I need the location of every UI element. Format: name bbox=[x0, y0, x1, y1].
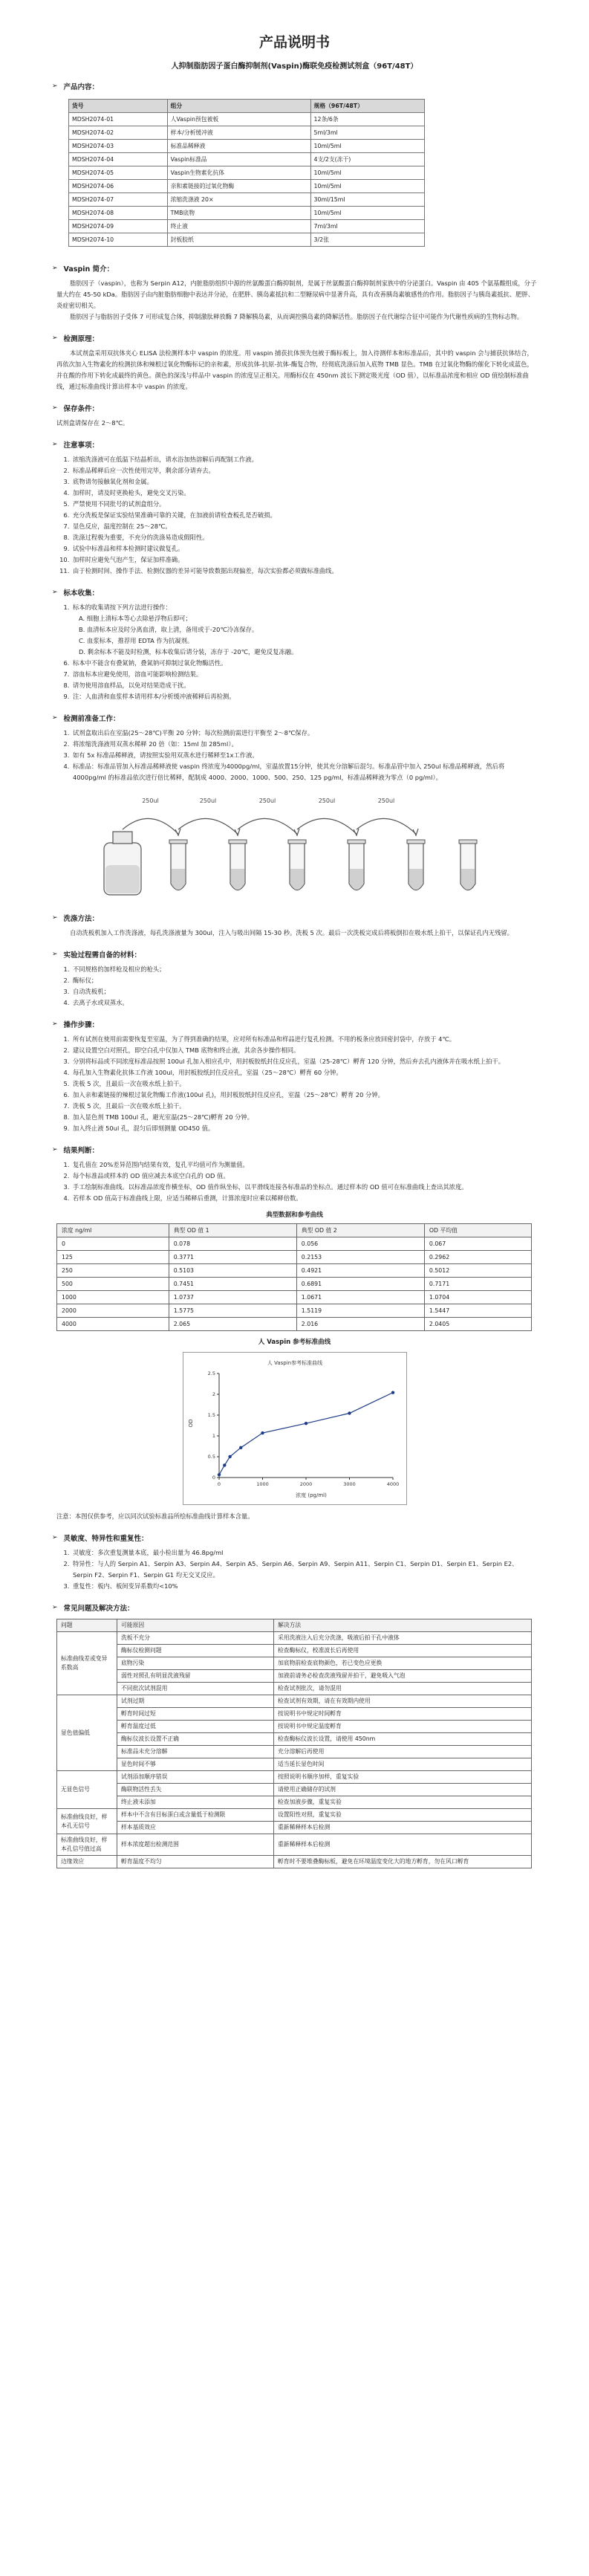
cause-cell: 试剂添加顺序错误 bbox=[117, 1771, 274, 1784]
table-row bbox=[57, 1695, 532, 1708]
solution-cell: 孵育时不要堆叠酶标板，避免在环境温度变化大的地方孵育，勿在风口孵育 bbox=[274, 1856, 532, 1868]
table-row bbox=[69, 233, 425, 247]
prep-list bbox=[52, 728, 537, 783]
table-cell: 12条/6条 bbox=[310, 113, 424, 126]
dilution-tube bbox=[169, 840, 187, 890]
intro-paragraph-2: 脂肪因子与脂肪因子受体 7 可形成复合体，抑制激肽释放酶 7 降解胰岛素，从而调控胰岛素的降解活性。脂肪因子在代谢综合征中可能作为代谢性疾病的生物标志物。 bbox=[70, 313, 524, 320]
dilution-tube bbox=[288, 840, 306, 890]
solution-cell: 加底物前检查底物颜色，若已变色应更换 bbox=[274, 1657, 532, 1670]
kit-table-body bbox=[69, 113, 425, 247]
table-cell: MDSH2074-01 bbox=[69, 113, 168, 126]
table-row bbox=[57, 1657, 532, 1670]
notice-list bbox=[52, 454, 537, 577]
section-prep: ➢ 检测前准备工作： bbox=[52, 714, 120, 723]
dilution-arrow bbox=[357, 818, 416, 834]
chart-x-tick-label: 0 bbox=[217, 1481, 221, 1487]
table-header: 可能原因 bbox=[117, 1619, 274, 1632]
sample-item: 7. 溶血标本应避免使用，溶血可能影响检测结果。 bbox=[71, 669, 537, 680]
table-cell: 1.5447 bbox=[424, 1304, 531, 1318]
dilution-tube bbox=[459, 840, 477, 890]
prep-item: 1. 试剂盒取出后在室温(25～28℃)平衡 20 分钟；每次检测前需进行平衡至 2～8℃保存。 bbox=[71, 728, 537, 739]
chart-data-point bbox=[391, 1391, 394, 1394]
chart-y-tick-label: 0 bbox=[212, 1475, 215, 1480]
sensitivity-item: 3. 重复性：板内、板间变异系数均<10% bbox=[71, 1581, 537, 1592]
prep-item: 2. 将浓缩洗涤液用双蒸水稀释 20 倍（如：15ml 加 285ml）。 bbox=[71, 739, 537, 750]
dilution-tubes bbox=[169, 840, 477, 890]
table-row bbox=[69, 126, 425, 140]
table-row bbox=[69, 220, 425, 233]
dilution-arrows bbox=[123, 818, 418, 835]
table-row bbox=[69, 180, 425, 193]
table-row bbox=[57, 1758, 532, 1771]
section-result: ➢ 结果判断： bbox=[52, 1146, 100, 1155]
cause-cell: 酶标仪检测问题 bbox=[117, 1645, 274, 1657]
stock-bottle bbox=[104, 832, 141, 895]
arrow-bullet-icon: ➢ bbox=[52, 1534, 58, 1541]
chart-x-tick-label: 3000 bbox=[342, 1481, 356, 1487]
table-cell: 0.4921 bbox=[296, 1264, 424, 1278]
solution-cell: 重新稀释样本后检测 bbox=[274, 1822, 532, 1834]
step-item: 3. 分别将标品或不同浓度标准品按照 100ul 孔加入相应孔中，用封板胶纸封住反应孔，室温（25-28℃）孵育 120 分钟，然后弃去孔内液体并在吸水纸上拍干。 bbox=[71, 1056, 537, 1067]
troubleshooting-table bbox=[56, 1619, 532, 1868]
arrow-bullet-icon: ➢ bbox=[52, 589, 58, 596]
table-row bbox=[57, 1733, 532, 1746]
problem-cell: 标准曲线良好，样本孔无信号 bbox=[57, 1809, 117, 1834]
section-trouble: ➢ 常见问题及解决方法： bbox=[52, 1604, 134, 1613]
table-row bbox=[57, 1708, 532, 1721]
table-cell: 2.016 bbox=[296, 1318, 424, 1331]
std-table-caption: 典型数据和参考曲线 bbox=[266, 1211, 323, 1219]
problem-cell: 标准曲线差或变异系数高 bbox=[57, 1632, 117, 1695]
problem-cell: 标准曲线良好，样本孔信号值过高 bbox=[57, 1834, 117, 1856]
table-row bbox=[57, 1304, 532, 1318]
wash-paragraph: 自动洗板机加入工作洗涤液，每孔洗涤液量为 300ul，注入与吸出间隔 15-30 秒。洗板 5 次。最后一次洗板完成后将板倒扣在吸水纸上拍干，以保证孔内无残留。 bbox=[70, 929, 513, 936]
solution-cell: 加液前请务必检查洗液残留并拍干，避免吸入气泡 bbox=[274, 1670, 532, 1683]
cause-cell: 样本浓度超出检测范围 bbox=[117, 1834, 274, 1856]
storage-text: 试剂盒请保存在 2～8℃。 bbox=[56, 419, 129, 427]
material-item: 2. 酶标仪； bbox=[71, 975, 537, 986]
dilution-volume-label: 250ul bbox=[199, 797, 217, 804]
cause-cell: 弱性对照孔有明显洗液残留 bbox=[117, 1670, 274, 1683]
step-item: 7. 洗板 5 次，且最后一次在吸水纸上拍干。 bbox=[71, 1101, 537, 1112]
chart-y-axis-label: OD bbox=[187, 1419, 194, 1428]
notice-item: 2. 标准品稀释后应一次性使用完毕，剩余部分请弃去。 bbox=[71, 465, 537, 476]
chart-data-point bbox=[304, 1422, 307, 1425]
problem-cell: 无显色信号 bbox=[57, 1771, 117, 1809]
table-cell: 浓缩洗涤液 20× bbox=[167, 193, 310, 207]
table-row bbox=[57, 1237, 532, 1251]
section-notice: ➢ 注意事项： bbox=[52, 441, 100, 450]
cause-cell: 样本中不含有目标蛋白或含量低于检测限 bbox=[117, 1809, 274, 1822]
table-row bbox=[57, 1796, 532, 1809]
notice-item: 1. 浓缩洗涤液可在低温下结晶析出，请水浴加热溶解后再配制工作液。 bbox=[71, 454, 537, 465]
problem-cell: 显色值偏低 bbox=[57, 1695, 117, 1771]
arrow-bullet-icon: ➢ bbox=[52, 404, 58, 412]
table-cell: 2.065 bbox=[169, 1318, 296, 1331]
cause-cell: 不同批次试剂混用 bbox=[117, 1683, 274, 1695]
dilution-tube bbox=[407, 840, 425, 890]
solution-cell: 采用洗液注入后充分洗涤，吸液后拍干孔中液体 bbox=[274, 1632, 532, 1645]
table-header: 问题 bbox=[57, 1619, 117, 1632]
table-header: 解决方法 bbox=[274, 1619, 532, 1632]
arrow-bullet-icon: ➢ bbox=[52, 951, 58, 958]
table-cell: 1.0671 bbox=[296, 1291, 424, 1304]
table-cell: 2.0405 bbox=[424, 1318, 531, 1331]
table-cell: 人Vaspin预包被板 bbox=[167, 113, 310, 126]
sensitivity-item: 2. 特异性：与人的 Serpin A1、Serpin A3、Serpin A4、Serpin A5、Serpin A6、Serpin A9、Serpin A11、Serpin C1、Serpin D1、Serpin E1、Serpin E2、Serpin F2、Serpin F1、Serpin G1 均无交叉反应。 bbox=[71, 1559, 537, 1581]
table-cell: 0.5103 bbox=[169, 1264, 296, 1278]
table-cell: 1.0737 bbox=[169, 1291, 296, 1304]
table-cell: 1000 bbox=[57, 1291, 169, 1304]
arrow-bullet-icon: ➢ bbox=[52, 441, 58, 448]
step-item: 4. 每孔加入生物素化抗体工作液 100ul，用封板胶纸封住反应孔，室温（25～28℃）孵育 60 分钟。 bbox=[71, 1067, 537, 1078]
sample-item: 1. 标本的收集请按下列方法进行操作： bbox=[71, 602, 537, 613]
prep-item: 3. 如有 5x 标准品稀释液，请按照实验用双蒸水进行稀释至1x工作液。 bbox=[71, 750, 537, 761]
solution-cell: 适当延长显色时间 bbox=[274, 1758, 532, 1771]
kit-components-table bbox=[68, 99, 425, 247]
result-item: 1. 复孔值在 20%差异范围内结果有效，复孔平均值可作为测量值。 bbox=[71, 1159, 537, 1171]
table-cell: 0.7451 bbox=[169, 1278, 296, 1291]
table-cell: MDSH2074-04 bbox=[69, 153, 168, 166]
dilution-labels bbox=[142, 797, 394, 804]
table-row bbox=[57, 1670, 532, 1683]
result-item: 3. 手工绘制标准曲线。以标准品浓度作横坐标，OD 值作纵坐标，以平滑线连接各标准品的坐标点。通过样本的 OD 值可在标准曲线上查出其浓度。 bbox=[71, 1182, 537, 1193]
table-header: 浓度 ng/ml bbox=[57, 1224, 169, 1237]
table-cell: MDSH2074-09 bbox=[69, 220, 168, 233]
table-cell: 0.3771 bbox=[169, 1251, 296, 1264]
table-cell: 0.078 bbox=[169, 1237, 296, 1251]
table-row bbox=[57, 1771, 532, 1784]
cause-cell: 底物污染 bbox=[117, 1657, 274, 1670]
chart-y-tick-label: 2.5 bbox=[207, 1370, 215, 1376]
chart-title: 人 Vaspin参考标准曲线 bbox=[267, 1360, 322, 1366]
table-header: 典型 OD 值 2 bbox=[296, 1224, 424, 1237]
table-cell: 0.067 bbox=[424, 1237, 531, 1251]
table-cell: 4000 bbox=[57, 1318, 169, 1331]
sample-item: 6. 标本中不能含有叠氮钠，叠氮钠可抑制过氧化物酶活性。 bbox=[71, 658, 537, 669]
dilution-arrow bbox=[297, 818, 357, 834]
cause-cell: 孵育温度过低 bbox=[117, 1721, 274, 1733]
table-cell: 500 bbox=[57, 1278, 169, 1291]
table-cell: 标准品稀释液 bbox=[167, 140, 310, 153]
chart-series-line bbox=[219, 1393, 393, 1475]
dilution-arrow bbox=[238, 818, 297, 834]
steps-list bbox=[52, 1034, 537, 1134]
sample-item: D. 剩余标本不能及时检测，标本收集后请分装，冻存于 -20℃，避免反复冻融。 bbox=[79, 648, 298, 656]
cause-cell: 终止液未添加 bbox=[117, 1796, 274, 1809]
table-cell: 亲和素链接的过氧化物酶 bbox=[167, 180, 310, 193]
notice-item: 11. 由于检测时间、操作手法、检测仪器的差异可能导致数据出现偏差，每次实验都必须做标准曲线。 bbox=[71, 566, 537, 577]
solution-cell: 检查酶标仪波长设置，请使用 450nm bbox=[274, 1733, 532, 1746]
chart-data-point bbox=[217, 1473, 220, 1476]
table-cell: 10ml/5ml bbox=[310, 140, 424, 153]
section-steps: ➢ 操作步骤： bbox=[52, 1020, 100, 1029]
standard-curve-svg bbox=[183, 1353, 406, 1501]
table-cell: MDSH2074-07 bbox=[69, 193, 168, 207]
sample-item: A. 细胞上清标本等心去除悬浮物后即可； bbox=[79, 615, 192, 622]
dilution-diagram bbox=[97, 791, 483, 902]
table-row bbox=[57, 1318, 532, 1331]
table-row bbox=[57, 1645, 532, 1657]
chart-data-point bbox=[261, 1431, 264, 1434]
table-row bbox=[57, 1856, 532, 1868]
table-cell: MDSH2074-05 bbox=[69, 166, 168, 180]
table-cell: 0.056 bbox=[296, 1237, 424, 1251]
table-header: OD 平均值 bbox=[424, 1224, 531, 1237]
chart-y-tick-label: 1 bbox=[212, 1433, 215, 1439]
section-storage: ➢ 保存条件： bbox=[52, 404, 100, 413]
table-row bbox=[57, 1683, 532, 1695]
step-item: 9. 加入终止液 50ul 孔，混匀后即刻测量 OD450 值。 bbox=[71, 1123, 537, 1134]
cause-cell: 酶联物活性丢失 bbox=[117, 1784, 274, 1796]
table-row bbox=[57, 1746, 532, 1758]
document-subtitle: 人抑制脂肪因子蛋白酶抑制剂(Vaspin)酶联免疫检测试剂盒（96T/48T） bbox=[171, 62, 418, 71]
notice-item: 9. 试验中标准品和样本检测时建议做复孔。 bbox=[71, 543, 537, 554]
chart-caption: 人 Vaspin 参考标准曲线 bbox=[258, 1339, 331, 1346]
table-cell: 终止液 bbox=[167, 220, 310, 233]
cause-cell: 孵育温度不均匀 bbox=[117, 1856, 274, 1868]
table-cell: MDSH2074-08 bbox=[69, 207, 168, 220]
notice-item: 5. 严禁使用不同批号的试剂盒组分。 bbox=[71, 499, 537, 510]
table-cell: 0.5012 bbox=[424, 1264, 531, 1278]
table-cell: MDSH2074-06 bbox=[69, 180, 168, 193]
section-intro: ➢ Vaspin 简介： bbox=[52, 265, 114, 274]
table-header: 组分 bbox=[167, 100, 310, 113]
table-row bbox=[57, 1264, 532, 1278]
notice-item: 4. 加样时，请及时更换枪头，避免交叉污染。 bbox=[71, 488, 537, 499]
step-item: 5. 洗板 5 次，且最后一次在吸水纸上拍干。 bbox=[71, 1078, 537, 1090]
table-cell: 0 bbox=[57, 1237, 169, 1251]
notice-item: 3. 底物请勿接触氧化剂和金属。 bbox=[71, 476, 537, 488]
table-row bbox=[69, 140, 425, 153]
section-sensitivity: ➢ 灵敏度、特异性和重复性： bbox=[52, 1534, 149, 1543]
arrow-bullet-icon: ➢ bbox=[52, 1020, 58, 1028]
chart-y-tick-label: 0.5 bbox=[207, 1454, 215, 1460]
arrow-bullet-icon: ➢ bbox=[52, 714, 58, 722]
table-cell: 1.5119 bbox=[296, 1304, 424, 1318]
standard-data-table bbox=[56, 1223, 532, 1331]
chart-note: 注意：本图仅供参考，应以同次试验标准品所绘标准曲线计算样本含量。 bbox=[56, 1512, 254, 1520]
table-cell: 10ml/5ml bbox=[310, 166, 424, 180]
table-cell: 250 bbox=[57, 1264, 169, 1278]
table-cell: 0.2153 bbox=[296, 1251, 424, 1264]
sensitivity-list bbox=[52, 1547, 537, 1592]
chart-x-axis-label: 浓度 (pg/ml) bbox=[295, 1492, 327, 1498]
material-item: 3. 自动洗板机； bbox=[71, 986, 537, 997]
table-row bbox=[57, 1251, 532, 1264]
solution-cell: 按说明书中规定温度孵育 bbox=[274, 1721, 532, 1733]
chart-x-tick-label: 1000 bbox=[256, 1481, 269, 1487]
table-row bbox=[57, 1632, 532, 1645]
arrow-bullet-icon: ➢ bbox=[52, 265, 58, 272]
table-cell: 封板胶纸 bbox=[167, 233, 310, 247]
section-wash: ➢ 洗涤方法： bbox=[52, 914, 100, 923]
section-components: ➢ 产品内容： bbox=[52, 82, 100, 91]
solution-cell: 检查加液步骤，重复实验 bbox=[274, 1796, 532, 1809]
table-row bbox=[57, 1291, 532, 1304]
material-item: 4. 去离子水或双蒸水。 bbox=[71, 997, 537, 1009]
cause-cell: 孵育时间过短 bbox=[117, 1708, 274, 1721]
dilution-tube bbox=[229, 840, 247, 890]
table-cell: 30ml/15ml bbox=[310, 193, 424, 207]
sample-item: 9. 注：人血清和血浆样本请用样本/分析缓冲液稀释后再检测。 bbox=[71, 691, 537, 702]
intro-paragraph: 脂肪因子（vaspin），也称为 Serpin A12，内脏脂肪组织中源的丝氨酸蛋白酶抑制剂，是属于丝氨酸蛋白酶抑制剂家族中的分泌蛋白。Vaspin 由 405 个氨基酸组成，分子量大约在 45-50 kDa。脂肪因子由内脏脂肪细胞中表达并分泌，在肥胖、胰岛素抵抗和二型糖尿病中显著升高，具有改善胰岛素敏感性的作用。脂肪因子与胰岛素抵抗、肥胖、炎症密切相关。 bbox=[56, 279, 537, 309]
solution-cell: 重新稀释样本后检测 bbox=[274, 1834, 532, 1856]
table-cell: 125 bbox=[57, 1251, 169, 1264]
arrow-bullet-icon: ➢ bbox=[52, 82, 58, 90]
table-cell: 10ml/5ml bbox=[310, 180, 424, 193]
section-sample: ➢ 标本收集： bbox=[52, 589, 100, 598]
step-item: 8. 加入显色剂 TMB 100ul 孔，避光室温(25～28℃)孵育 20 分钟。 bbox=[71, 1112, 537, 1123]
sample-item: C. 血浆标本，推荐用 EDTA 作为抗凝剂。 bbox=[79, 637, 194, 644]
notice-item: 6. 充分洗板是保证实验结果准确可靠的关键，在加液前请检查板孔是否破损。 bbox=[71, 510, 537, 521]
table-row bbox=[69, 113, 425, 126]
table-row bbox=[69, 166, 425, 180]
chart-x-tick-label: 4000 bbox=[386, 1481, 399, 1487]
table-cell: 0.7171 bbox=[424, 1278, 531, 1291]
chart-data-point bbox=[239, 1446, 242, 1449]
solution-cell: 按说明书中规定时间孵育 bbox=[274, 1708, 532, 1721]
table-cell: 1.5775 bbox=[169, 1304, 296, 1318]
std-table-body bbox=[57, 1237, 532, 1331]
section-materials: ➢ 实验过程需自备的材料： bbox=[52, 951, 142, 959]
dilution-volume-label: 250ul bbox=[142, 797, 159, 804]
cause-cell: 样本基质效应 bbox=[117, 1822, 274, 1834]
table-cell: 0.2962 bbox=[424, 1251, 531, 1264]
solution-cell: 检查试剂批次，请勿混用 bbox=[274, 1683, 532, 1695]
materials-list bbox=[52, 964, 537, 1009]
table-cell: MDSH2074-10 bbox=[69, 233, 168, 247]
notice-item: 7. 显色反应，温度控制在 25～28℃。 bbox=[71, 521, 537, 532]
arrow-bullet-icon: ➢ bbox=[52, 914, 58, 922]
table-row bbox=[69, 193, 425, 207]
table-row bbox=[57, 1278, 532, 1291]
sample-item: 8. 请勿使用溶血样品，以免对结果造成干扰。 bbox=[71, 680, 537, 691]
table-header: 规格（96T/48T） bbox=[310, 100, 424, 113]
solution-cell: 请使用正确储存的试剂 bbox=[274, 1784, 532, 1796]
chart-y-tick-label: 1.5 bbox=[207, 1412, 215, 1418]
cause-cell: 显色时间不够 bbox=[117, 1758, 274, 1771]
solution-cell: 检查酶标仪，校准波长后再使用 bbox=[274, 1645, 532, 1657]
dilution-volume-label: 250ul bbox=[377, 797, 395, 804]
chart-data-point bbox=[348, 1411, 351, 1414]
step-item: 6. 加入亲和素链接的辣根过氧化物酶工作液(100ul 孔)，用封板胶纸封住反应孔，室温（25～28℃）孵育 20 分钟。 bbox=[71, 1090, 537, 1101]
result-item: 4. 若样本 OD 值高于标准曲线上限，应适当稀释后重测，计算浓度时应乘以稀释倍数。 bbox=[71, 1193, 537, 1204]
arrow-bullet-icon: ➢ bbox=[52, 334, 58, 342]
cause-cell: 洗板不充分 bbox=[117, 1632, 274, 1645]
cause-cell: 酶标仪波长设置不正确 bbox=[117, 1733, 274, 1746]
table-cell: MDSH2074-03 bbox=[69, 140, 168, 153]
material-item: 1. 不同规格的加样枪及相应的枪头； bbox=[71, 964, 537, 975]
dilution-tube bbox=[348, 840, 365, 890]
table-row bbox=[57, 1721, 532, 1733]
result-item: 2. 每个标准品或样本的 OD 值应减去本底空白孔的 OD 值。 bbox=[71, 1171, 537, 1182]
standard-curve-chart bbox=[183, 1352, 407, 1505]
notice-item: 8. 洗涤过程极为重要，不充分的洗涤易造成假阳性。 bbox=[71, 532, 537, 543]
section-principle: ➢ 检测原理： bbox=[52, 334, 100, 343]
table-row bbox=[57, 1822, 532, 1834]
table-row bbox=[57, 1809, 532, 1822]
table-cell: 1.0704 bbox=[424, 1291, 531, 1304]
table-cell: 0.6891 bbox=[296, 1278, 424, 1291]
troubleshooting-table-body bbox=[57, 1632, 532, 1868]
table-cell: TMB底物 bbox=[167, 207, 310, 220]
notice-item: 10. 加样时应避免气泡产生，保证加样准确。 bbox=[71, 554, 537, 566]
table-cell: 2000 bbox=[57, 1304, 169, 1318]
table-cell: 7ml/3ml bbox=[310, 220, 424, 233]
table-header: 典型 OD 值 1 bbox=[169, 1224, 296, 1237]
chart-x-tick-label: 2000 bbox=[299, 1481, 312, 1487]
table-cell: Vaspin生物素化抗体 bbox=[167, 166, 310, 180]
solution-cell: 检查试剂有效期，请在有效期内使用 bbox=[274, 1695, 532, 1708]
prep-item: 4. 标准品：标准品管加入标准品稀释液使 vaspin 终浓度为4000pg/ml，室温放置15分钟，使其充分溶解后混匀。标准品管中加入 250ul 标准品稀释液，然后将 4000pg/ml 的标准品依次进行倍比稀释，配制成 4000、2000、1000、500、250、125 pg/ml，标准品稀释液为零点（0 pg/ml）。 bbox=[71, 761, 537, 783]
table-cell: 4支/2支(冻干) bbox=[310, 153, 424, 166]
solution-cell: 充分溶解后再使用 bbox=[274, 1746, 532, 1758]
cause-cell: 标准品未充分溶解 bbox=[117, 1746, 274, 1758]
principle-paragraph: 本试剂盒采用双抗体夹心 ELISA 法检测样本中 vaspin 的浓度。用 vaspin 捕获抗体预先包被于酶标板上，加入待测样本和标准品后，其中的 vaspin 会与捕获抗体结合，再依次加入生物素化的检测抗体和辣根过氧化物酶标记的亲和素，形成抗体-抗原-抗体-酶复合物，经彻底洗涤后加入底物 TMB 显色。TMB 在过氧化物酶的催化下转化成蓝色，并在酸的作用下转化成最终的黄色。颜色的深浅与样品中 vaspin 的浓度呈正相关。用酶标仪在 450nm 波长下测定吸光度（OD 值），以标准品浓度和相应 OD 值绘制标准曲线，通过标准曲线计算出样本中 vaspin 的浓度。 bbox=[56, 349, 533, 390]
table-row bbox=[69, 207, 425, 220]
document-title: 产品说明书 bbox=[258, 34, 330, 51]
sensitivity-item: 1. 灵敏度：多次重复测量本底，最小检出量为 46.8pg/ml bbox=[71, 1547, 537, 1559]
arrow-bullet-icon: ➢ bbox=[52, 1146, 58, 1153]
chart-data-point bbox=[223, 1463, 226, 1466]
solution-cell: 设置阳性对照，重复实验 bbox=[274, 1809, 532, 1822]
sample-item: B. 血清标本应及时分离血清，取上清，备用或于-20℃冷冻保存。 bbox=[79, 626, 258, 633]
table-cell: 3/2张 bbox=[310, 233, 424, 247]
problem-cell: 边缘效应 bbox=[57, 1856, 117, 1868]
solution-cell: 按照说明书顺序加样，重复实验 bbox=[274, 1771, 532, 1784]
table-row bbox=[57, 1834, 532, 1856]
step-item: 1. 所有试剂在使用前需要恢复至室温，为了得到准确的结果，应对所有标准品和样品进行复孔检测。不用的板条应放回密封袋中，存放于 4℃。 bbox=[71, 1034, 537, 1045]
table-cell: MDSH2074-02 bbox=[69, 126, 168, 140]
result-list bbox=[52, 1159, 537, 1204]
cause-cell: 试剂过期 bbox=[117, 1695, 274, 1708]
table-cell: 10ml/5ml bbox=[310, 207, 424, 220]
dilution-volume-label: 250ul bbox=[318, 797, 336, 804]
table-cell: 5ml/3ml bbox=[310, 126, 424, 140]
table-cell: 样本/分析缓冲液 bbox=[167, 126, 310, 140]
dilution-volume-label: 250ul bbox=[258, 797, 276, 804]
table-header: 货号 bbox=[69, 100, 168, 113]
chart-data-point bbox=[228, 1455, 231, 1458]
chart-y-tick-label: 2 bbox=[212, 1391, 215, 1397]
sample-list bbox=[52, 602, 537, 702]
table-cell: Vaspin标准品 bbox=[167, 153, 310, 166]
table-row bbox=[69, 153, 425, 166]
table-row bbox=[57, 1784, 532, 1796]
dilution-diagram-svg bbox=[97, 791, 483, 902]
step-item: 2. 建议设置空白对照孔，即空白孔中仅加入 TMB 底物和终止液，其余各步操作相同。 bbox=[71, 1045, 537, 1056]
arrow-bullet-icon: ➢ bbox=[52, 1604, 58, 1611]
dilution-arrow bbox=[178, 818, 238, 834]
